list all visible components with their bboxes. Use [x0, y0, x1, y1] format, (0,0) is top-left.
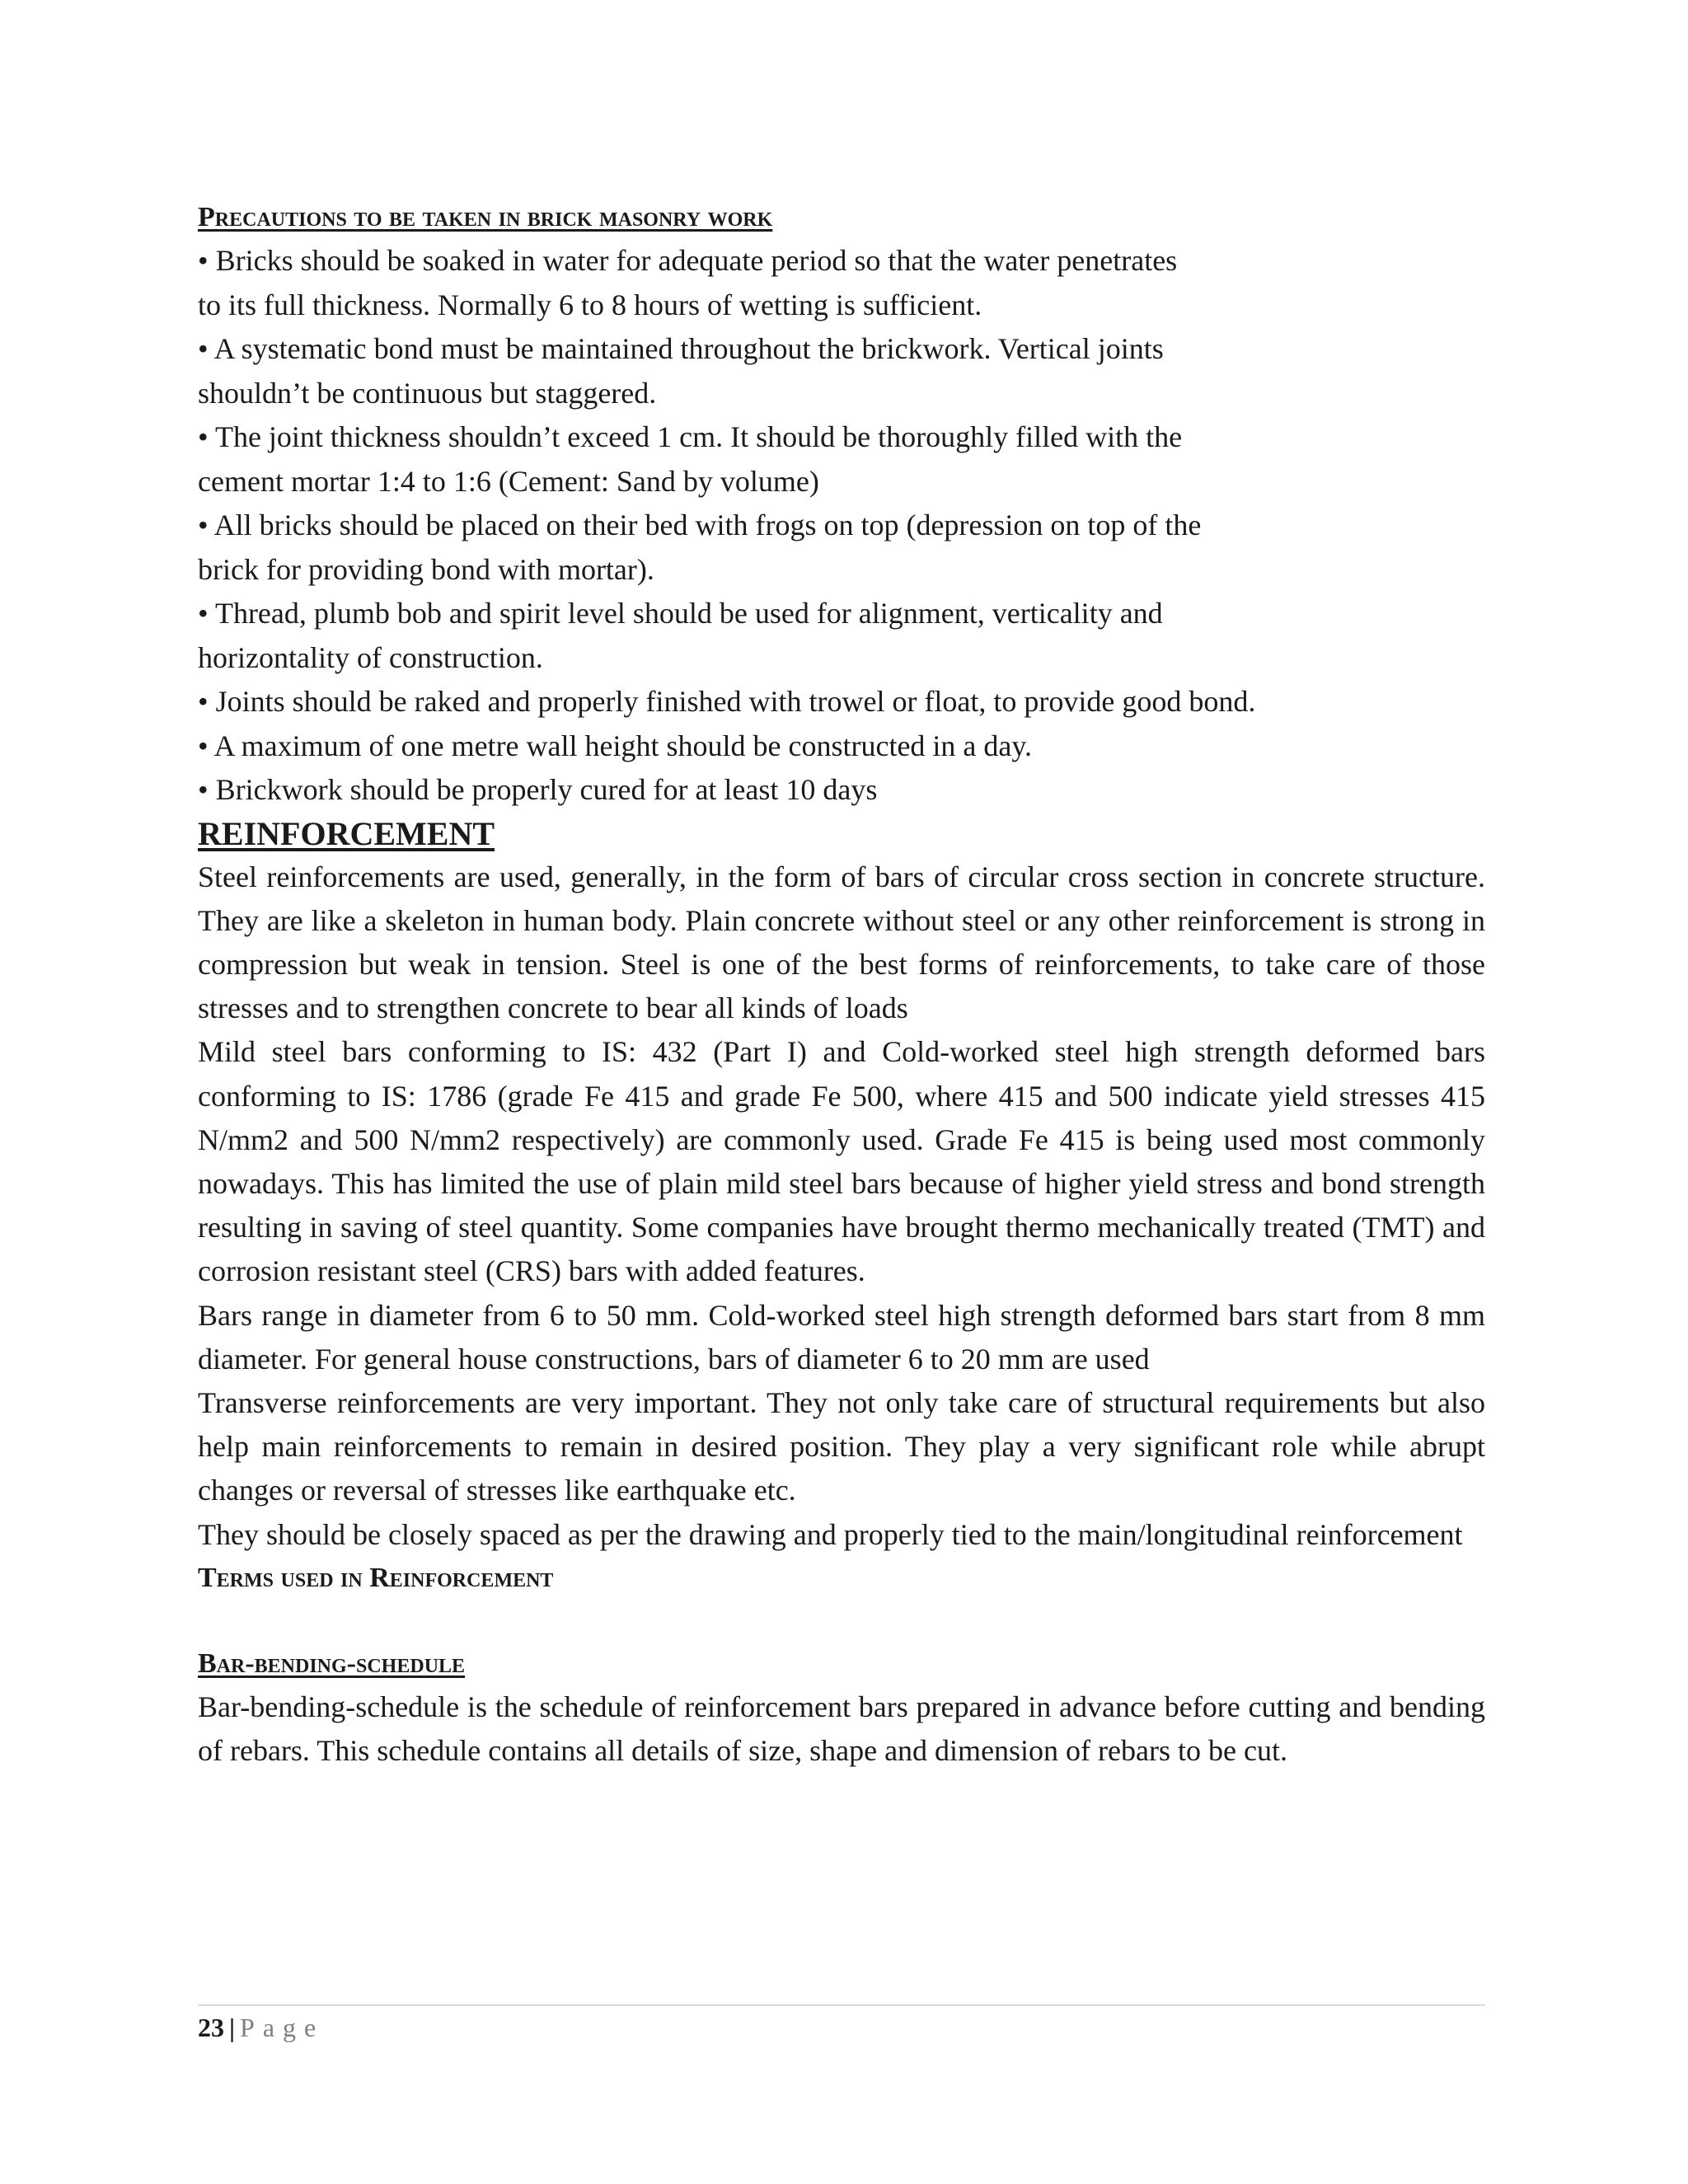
page-label: Page [240, 2013, 325, 2042]
reinforcement-paragraph: Mild steel bars conforming to IS: 432 (Part I) and Cold-worked steel high strength deformed bars conforming to IS: 1786 (grade Fe 415 and grade Fe 500, where 415 and 500 indicate yield stresses 415 N/mm2 and 500 N/mm2 respectively) are commonly used. Grade Fe 415 is being used most commonly nowadays. This has limited the use of plain mild steel bars because of higher yield stress and bond strength resulting in saving of steel quantity. Some companies have brought thermo mechanically treated (TMT) and corrosion resistant steel (CRS) bars with added features. [198, 1035, 1485, 1288]
bar-bending-schedule-paragraph: Bar-bending-schedule is the schedule of reinforcement bars prepared in advance before cutting and bending of rebars. This schedule contains all details of size, shape and dimension of rebars to be cut. [198, 1690, 1485, 1767]
terms-heading: Terms used in Reinforcement [198, 1562, 554, 1593]
reinforcement-paragraph: They should be closely spaced as per the drawing and properly tied to the main/longitudinal reinforcement [198, 1517, 1463, 1551]
precaution-line: cement mortar 1:4 to 1:6 (Cement: Sand by volume) [198, 464, 819, 498]
footer-divider [198, 2004, 1485, 2006]
precaution-line: shouldn’t be continuous but staggered. [198, 376, 657, 410]
reinforcement-heading: REINFORCEMENT [198, 814, 495, 852]
reinforcement-paragraph: Steel reinforcements are used, generally, in the form of bars of circular cross section in concrete structure. They are like a skeleton in human body. Plain concrete without steel or any other reinforcement is strong in compression but weak in tension. Steel is one of the best forms of reinforcements, to take care of those stresses and to strengthen concrete to bear all kinds of loads [198, 860, 1485, 1025]
reinforcement-paragraph: Transverse reinforcements are very important. They not only take care of structural requirements but also help main reinforcements to remain in desired position. They play a very significant role while abrupt changes or reversal of stresses like earthquake etc. [198, 1385, 1485, 1507]
document-page [198, 196, 1500, 1773]
precaution-line: • Thread, plumb bob and spirit level should be used for alignment, verticality and [198, 597, 1163, 630]
precaution-line: • A systematic bond must be maintained throughout the brickwork. Vertical joints [198, 332, 1164, 365]
page-footer [198, 2011, 324, 2044]
precaution-line: horizontality of construction. [198, 640, 543, 674]
precaution-line: • Joints should be raked and properly finished with trowel or float, to provide good bond. [198, 685, 1256, 718]
reinforcement-body [198, 855, 1500, 1557]
precautions-heading: Precautions to be taken in brick masonry work [198, 202, 773, 232]
page-number: 23 [198, 2013, 224, 2042]
reinforcement-paragraph: Bars range in diameter from 6 to 50 mm. Cold-worked steel high strength deformed bars start from 8 mm diameter. For general house constructions, bars of diameter 6 to 20 mm are used [198, 1298, 1485, 1376]
precaution-line: brick for providing bond with mortar). [198, 552, 654, 586]
precautions-list [198, 239, 1500, 813]
precaution-line: • The joint thickness shouldn’t exceed 1 cm. It should be thoroughly filled with the [198, 420, 1183, 453]
footer-separator: | [229, 2013, 236, 2042]
blank-line [198, 1600, 1500, 1643]
precaution-line: • Bricks should be soaked in water for adequate period so that the water penetrates [198, 244, 1178, 277]
precaution-line: • Brickwork should be properly cured for at least 10 days [198, 773, 878, 806]
precaution-line: • All bricks should be placed on their bed with frogs on top (depression on top of the [198, 509, 1202, 541]
precaution-line: • A maximum of one metre wall height should be constructed in a day. [198, 729, 1033, 762]
bar-bending-schedule-heading: Bar-bending-schedule [198, 1647, 466, 1679]
precaution-line: to its full thickness. Normally 6 to 8 hours of wetting is sufficient. [198, 288, 982, 321]
